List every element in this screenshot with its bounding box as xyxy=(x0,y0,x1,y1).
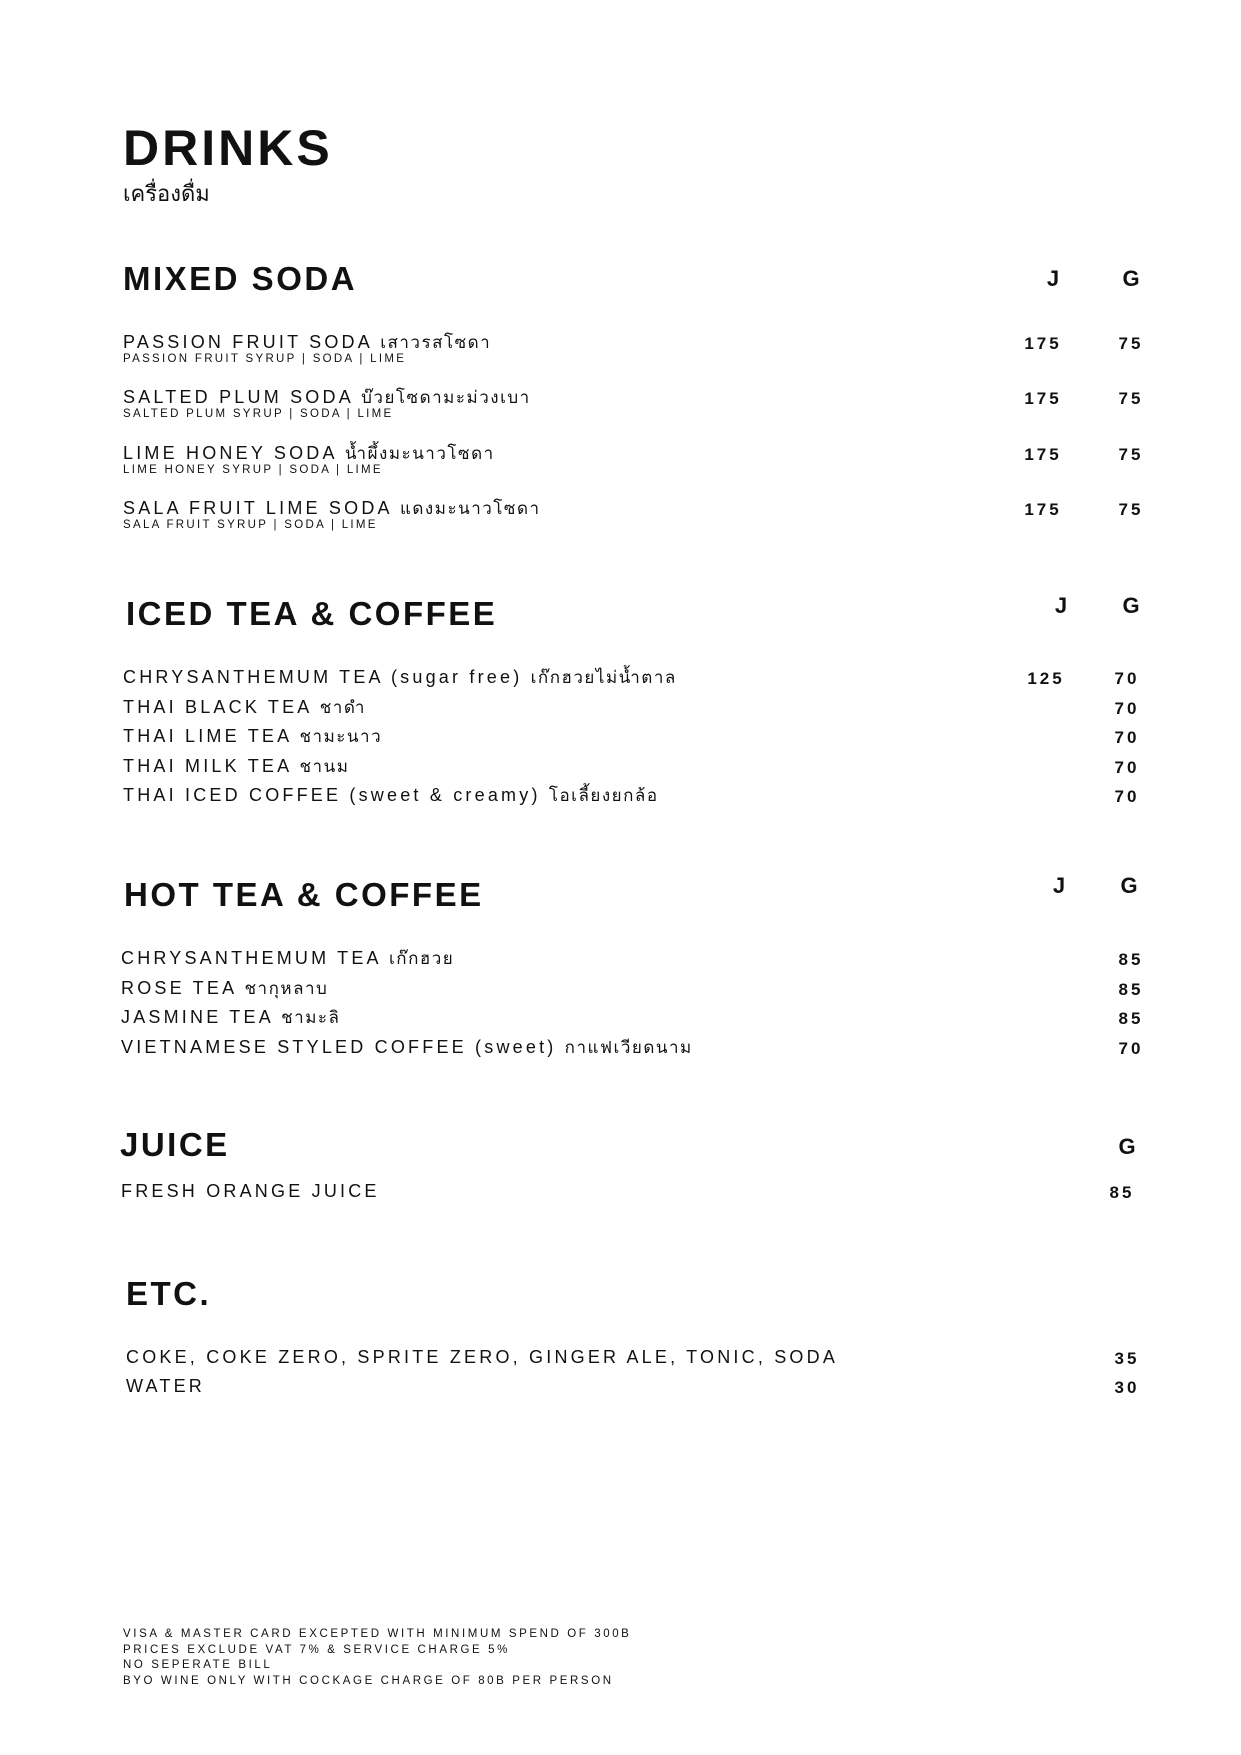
price-g: 75 xyxy=(1118,389,1144,408)
menu-item-name xyxy=(121,1008,340,1027)
item-name-thai: ชามะลิ xyxy=(281,1008,341,1028)
menu-item-name xyxy=(123,727,382,746)
item-name-thai: ชาดำ xyxy=(319,698,366,718)
column-header-g: G xyxy=(1122,266,1140,291)
price-g: 85 xyxy=(1118,1009,1144,1028)
section-heading: ETC. xyxy=(126,1275,212,1312)
footer-note: VISA & MASTER CARD EXCEPTED WITH MINIMUM SPEND OF 300B xyxy=(123,1628,632,1640)
price-g: 70 xyxy=(1114,758,1140,777)
page-subtitle-thai: เครื่องดื่ม xyxy=(123,182,210,207)
item-name: SALA FRUIT LIME SODA xyxy=(123,498,392,518)
section-heading: JUICE xyxy=(120,1126,230,1163)
price-j: 175 xyxy=(1024,389,1062,408)
menu-item-name xyxy=(126,1348,838,1366)
menu-item-name xyxy=(121,1038,693,1057)
footer-note: PRICES EXCLUDE VAT 7% & SERVICE CHARGE 5% xyxy=(123,1643,510,1656)
column-header-g: G xyxy=(1118,1134,1136,1159)
menu-item-name xyxy=(123,786,659,805)
menu-item-name xyxy=(121,979,328,998)
item-description: SALA FRUIT SYRUP | SODA | LIME xyxy=(123,519,378,531)
item-description: LIME HONEY SYRUP | SODA | LIME xyxy=(123,464,383,476)
menu-item-name xyxy=(123,388,531,407)
menu-item-name xyxy=(126,1377,205,1395)
price-g: 35 xyxy=(1114,1349,1140,1368)
menu-item-name xyxy=(123,698,366,717)
item-name: JASMINE TEA xyxy=(121,1007,273,1027)
price-g: 70 xyxy=(1114,669,1140,688)
price-g: 85 xyxy=(1109,1183,1135,1202)
item-name: LIME HONEY SODA xyxy=(123,443,337,463)
item-name-thai: ชากุหลาบ xyxy=(244,979,329,999)
item-name: CHRYSANTHEMUM TEA xyxy=(121,948,381,968)
column-header-j: J xyxy=(1046,266,1060,291)
item-name-thai: แดงมะนาวโซดา xyxy=(399,499,541,519)
item-name-thai: ชานม xyxy=(299,757,350,777)
item-name-thai: กาแฟเวียดนาม xyxy=(564,1038,693,1058)
price-g: 30 xyxy=(1114,1378,1140,1397)
item-name: COKE, COKE ZERO, SPRITE ZERO, GINGER ALE, TONIC, SODA xyxy=(126,1347,839,1367)
price-g: 70 xyxy=(1114,728,1140,747)
price-g: 70 xyxy=(1118,1039,1144,1058)
column-header-j: J xyxy=(1054,593,1068,618)
price-g: 70 xyxy=(1114,787,1140,806)
item-description: SALTED PLUM SYRUP | SODA | LIME xyxy=(123,408,394,420)
section-heading: HOT TEA & COFFEE xyxy=(124,876,484,913)
item-name-thai: บ๊วยโซดามะม่วงเบา xyxy=(361,388,531,408)
item-name: WATER xyxy=(126,1376,205,1396)
price-g: 85 xyxy=(1118,980,1144,999)
item-name: THAI LIME TEA xyxy=(123,726,292,746)
menu-item-name xyxy=(121,1182,380,1200)
price-j: 175 xyxy=(1024,500,1062,519)
section-heading: MIXED SODA xyxy=(123,260,358,297)
item-name: PASSION FRUIT SODA xyxy=(123,332,372,352)
menu-item-name xyxy=(123,444,495,463)
item-name: THAI MILK TEA xyxy=(123,756,292,776)
menu-item-name xyxy=(123,333,491,352)
price-g: 75 xyxy=(1118,445,1144,464)
item-name: SALTED PLUM SODA xyxy=(123,387,353,407)
menu-item-name xyxy=(123,499,541,518)
menu-item-name xyxy=(123,668,677,687)
price-g: 75 xyxy=(1118,334,1144,353)
footer-note: BYO WINE ONLY WITH COCKAGE CHARGE OF 80B PER PERSON xyxy=(123,1675,614,1688)
item-name: THAI BLACK TEA xyxy=(123,697,312,717)
item-name: VIETNAMESE STYLED COFFEE (sweet) xyxy=(121,1037,557,1057)
item-name-thai: น้ำผึ้งมะนาวโซดา xyxy=(344,444,495,464)
menu-item-name xyxy=(123,757,349,776)
column-header-g: G xyxy=(1120,873,1138,898)
item-name: THAI ICED COFFEE (sweet & creamy) xyxy=(123,785,541,805)
page-title: DRINKS xyxy=(123,120,333,176)
price-g: 70 xyxy=(1114,699,1140,718)
item-name-thai: ชามะนาว xyxy=(299,727,383,747)
price-j: 125 xyxy=(1027,669,1065,688)
column-header-j: J xyxy=(1052,873,1066,898)
price-g: 85 xyxy=(1118,950,1144,969)
price-g: 75 xyxy=(1118,500,1144,519)
menu-item-name xyxy=(121,949,454,968)
section-heading: ICED TEA & COFFEE xyxy=(126,595,498,632)
item-name-thai: เสาวรสโซดา xyxy=(380,333,492,353)
item-name: FRESH ORANGE JUICE xyxy=(121,1181,380,1201)
footer-note: NO SEPERATE BILL xyxy=(123,1659,273,1672)
item-name-thai: เก๊กฮวยไม่น้ำตาล xyxy=(530,668,677,688)
item-description: PASSION FRUIT SYRUP | SODA | LIME xyxy=(123,353,407,365)
price-j: 175 xyxy=(1024,445,1062,464)
item-name-thai: โอเลี้ยงยกล้อ xyxy=(548,786,659,806)
item-name-thai: เก๊กฮวย xyxy=(388,949,455,969)
item-name: ROSE TEA xyxy=(121,978,237,998)
column-header-g: G xyxy=(1122,593,1140,618)
price-j: 175 xyxy=(1024,334,1062,353)
item-name: CHRYSANTHEMUM TEA (sugar free) xyxy=(123,667,523,687)
